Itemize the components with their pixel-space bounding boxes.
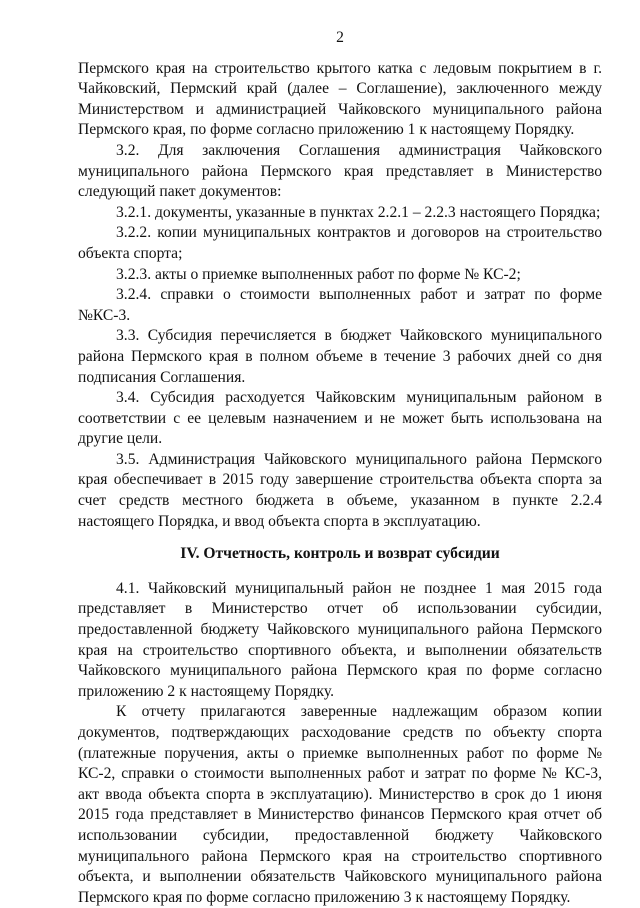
page-number: 2 bbox=[336, 29, 344, 46]
paragraph-report-attachments: К отчету прилагаются заверенные надлежащим образом копии документов, подтверждающих расходование средств по объекту спорта (платежные поручения, акты о приемке выполненных работ по форме № КС-2, справки о стоимости выполненных работ и затрат по форме № КС-3, акт ввода объекта спорта в эксплуатацию). Министерство в срок до 1 июня 2015 года представляет в Министерство финансов Пермского края отчет об использовании субсидии, предоставленной бюджету Чайковского муниципального района Пермского края на строительство спортивного объекта, и выполнении обязательств Чайковского муниципального района Пермского края по форме согласно приложению 3 к настоящему Порядку. bbox=[78, 703, 602, 906]
paragraph-3-2-2: 3.2.2. копии муниципальных контрактов и договоров на строительство объекта спорта; bbox=[78, 224, 602, 262]
paragraph-3-3: 3.3. Субсидия перечисляется в бюджет Чайковского муниципального района Пермского края в полном объеме в течение 3 рабочих дней со дня подписания Соглашения. bbox=[78, 327, 602, 386]
paragraph-3-2-4: 3.2.4. справки о стоимости выполненных работ и затрат по форме №КС-3. bbox=[78, 286, 602, 324]
section-heading: IV. Отчетность, контроль и возврат субсидии bbox=[180, 545, 500, 563]
paragraph-intro: Пермского края на строительство крытого катка с ледовым покрытием в г. Чайковский, Пермский край (далее – Соглашение), заключенного между Министерством и администрацией Чайковского муниципального района Пермского края, по форме согласно приложению 1 к настоящему Порядку. bbox=[78, 59, 602, 139]
paragraph-3-2-1: 3.2.1. документы, указанные в пунктах 2.2.1 – 2.2.3 настоящего Порядка; bbox=[116, 203, 601, 221]
paragraph-3-4: 3.4. Субсидия расходуется Чайковским муниципальным районом в соответствии с ее целевым назначением и не может быть использована на другие цели. bbox=[78, 389, 602, 448]
paragraph-3-2-3: 3.2.3. акты о приемке выполненных работ по форме № КС-2; bbox=[116, 265, 521, 283]
paragraph-4-1: 4.1. Чайковский муниципальный район не позднее 1 мая 2015 года представляет в Министерство отчет об использовании субсидии, предоставленной бюджету Чайковского муниципального района Пермского края на строительство спортивного объекта, и выполнении обязательств Чайковского муниципального района Пермского края по форме согласно приложению 2 к настоящему Порядку. bbox=[78, 579, 602, 700]
paragraph-3-2: 3.2. Для заключения Соглашения администрация Чайковского муниципального района Пермского края представляет в Министерство следующий пакет документов: bbox=[78, 141, 602, 201]
paragraph-3-5: 3.5. Администрация Чайковского муниципального района Пермского края обеспечивает в 2015 году завершение строительства объекта спорта за счет средств местного бюджета в объеме, указанном в пункте 2.2.4 настоящего Порядка, и ввод объекта спорта в эксплуатацию. bbox=[78, 450, 602, 530]
